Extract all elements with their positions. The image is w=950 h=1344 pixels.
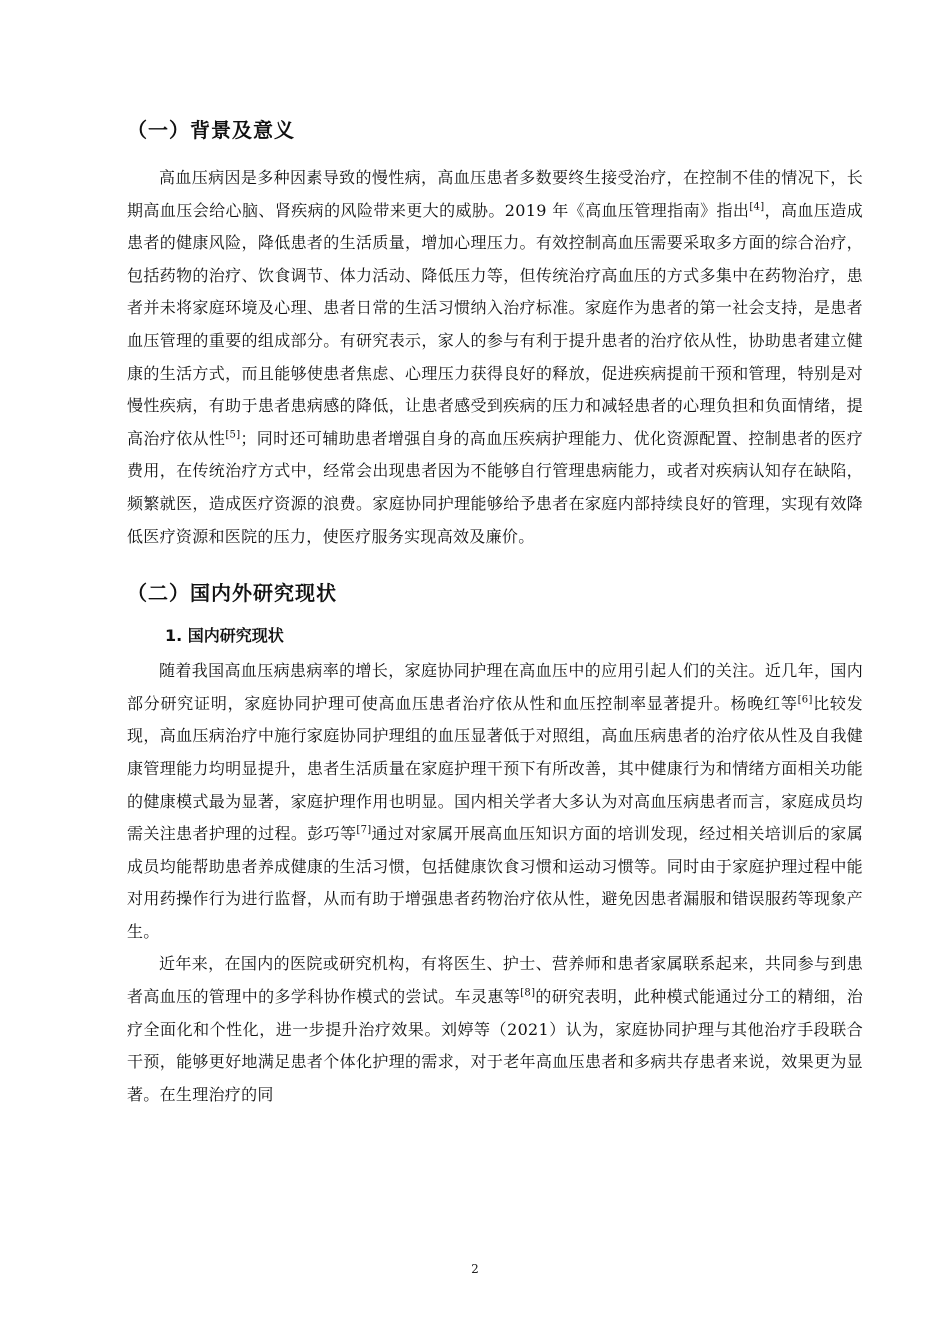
text-run: ；同时还可辅助患者增强自身的高血压疾病护理能力、优化资源配置、控制患者的医疗费用，在传统治疗方式中，经常会出现患者因为不能够自行管理患病能力，或者对疾病认知存在缺陷，频繁就医，造成医疗资源的浪费。家庭协同护理能够给予患者在家庭内部持续良好的管理，实现有效降低医疗资源和医院的压力，使医疗服务实现高效及廉价。 [127, 428, 863, 546]
subsection-heading-domestic: 1. 国内研究现状 [165, 626, 284, 646]
text-run: 的研究表明，此种模式能通过分工的精细，治疗全面化和个性化，进一步提升治疗效果。刘婷等（2021）认为，家庭协同护理与其他治疗手段联合干预，能够更好地满足患者个体化护理的需求，对于老年高血压患者和多病共存患者来说，效果更为显著。在生理治疗的同 [127, 987, 863, 1104]
page-number: 2 [471, 1262, 479, 1276]
citation-ref: [7] [356, 824, 372, 836]
citation-ref: [5] [225, 429, 241, 441]
section-heading-research-status: （二）国内外研究现状 [127, 581, 337, 606]
text-run: 高血压病因是多种因素导致的慢性病，高血压患者多数要终生接受治疗，在控制不佳的情况下，长期高血压会给心脑、肾疾病的风险带来更大的威胁。2019 年《高血压管理指南》指出 [127, 168, 863, 220]
text-run: 比较发现，高血压病治疗中施行家庭协同护理组的血压显著低于对照组，高血压病患者的治疗依从性及自我健康管理能力均明显提升，患者生活质量在家庭护理干预下有所改善，其中健康行为和情绪方面相关功能的健康模式最为显著，家庭护理作用也明显。国内相关学者大多认为对高血压病患者而言，家庭成员均需关注患者护理的过程。彭巧等 [127, 693, 863, 844]
citation-ref: [8] [520, 987, 536, 999]
section-heading-background: （一）背景及意义 [127, 118, 295, 142]
page-content [127, 112, 863, 1111]
paragraph-background [127, 162, 863, 553]
text-run: ，高血压造成患者的健康风险，降低患者的生活质量，增加心理压力。有效控制高血压需要采取多方面的综合治疗，包括药物的治疗、饮食调节、体力活动、降低压力等，但传统治疗高血压的方式多集中在药物治疗，患者并未将家庭环境及心理、患者日常的生活习惯纳入治疗标准。家庭作为患者的第一社会支持，是患者血压管理的重要的组成部分。有研究表示，家人的参与有利于提升患者的治疗依从性，协助患者建立健康的生活方式，而且能够使患者焦虑、心理压力获得良好的释放，促进疾病提前干预和管理，特别是对慢性疾病，有助于患者患病感的降低，让患者感受到疾病的压力和减轻患者的心理负担和负面情绪，提高治疗依从性 [127, 200, 863, 448]
citation-ref: [4] [749, 201, 765, 213]
text-run: 通过对家属开展高血压知识方面的培训发现，经过相关培训后的家属成员均能帮助患者养成健康的生活习惯，包括健康饮食习惯和运动习惯等。同时由于家庭护理过程中能对用药操作行为进行监督，从而有助于增强患者药物治疗依从性，避免因患者漏服和错误服药等现象产生。 [127, 824, 863, 941]
spacer [127, 148, 863, 162]
paragraph-domestic-1 [127, 655, 863, 948]
text-run: 近年来，在国内的医院或研究机构，有将医生、护士、营养师和患者家属联系起来，共同参与到患者高血压的管理中的多学科协作模式的尝试。车灵惠等 [127, 954, 863, 1007]
citation-ref: [6] [797, 694, 813, 706]
text-run: 随着我国高血压病患病率的增长，家庭协同护理在高血压中的应用引起人们的关注。近几年，国内部分研究证明，家庭协同护理可使高血压患者治疗依从性和血压控制率显著提升。杨晚红等 [127, 661, 863, 713]
spacer [127, 611, 863, 621]
spacer [127, 553, 863, 575]
paragraph-domestic-2 [127, 948, 863, 1111]
